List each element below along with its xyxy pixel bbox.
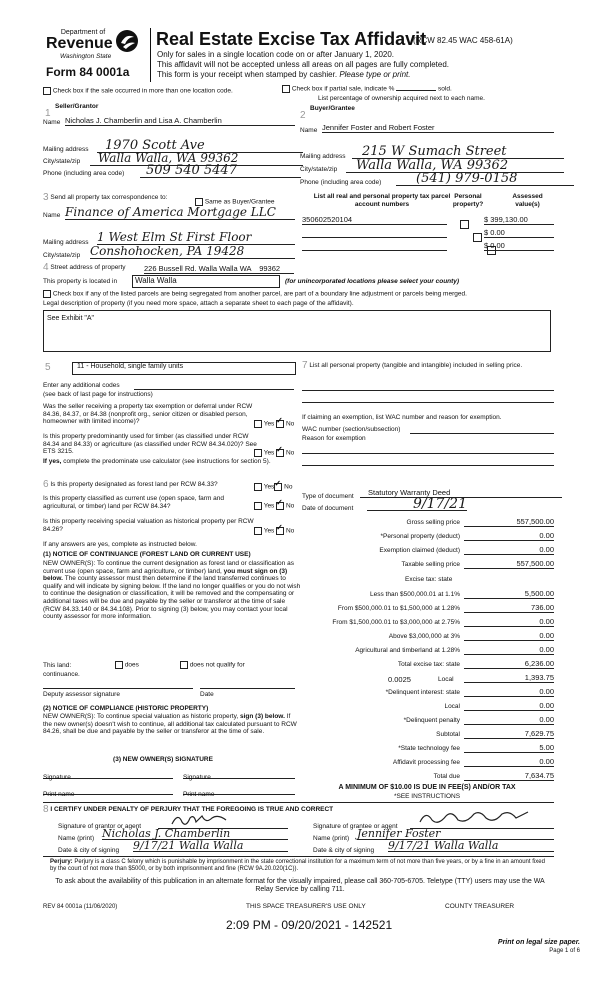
exemption-question: Was the seller receiving a property tax exemption or deferral under RCW 84.36, 84.37, or 84.38 (nonprofit org., senior citizen or disabled person, homeowner with limited income)?	[43, 403, 253, 426]
boundary-checkbox[interactable]	[43, 290, 51, 298]
treasurer-use-only: THIS SPACE TREASURER'S USE ONLY	[246, 903, 366, 910]
forest-question: 6 Is this property designated as forest land per RCW 84.33?	[43, 479, 218, 490]
total-state-label: Total excise tax: state	[397, 661, 460, 668]
total-due-label: Total due	[433, 773, 460, 780]
bracket-3-label: From $1,500,000.01 to $3,000,000 at 2.75%	[332, 619, 460, 626]
timber-question: Is this property predominantly used for timber (as classified under RCW 84.34 and 84.33) or agriculture (as classified under RCW 84.34.020)? See ETS 3215.	[43, 433, 257, 456]
grantee-date-label: Date & city of signing	[313, 847, 375, 854]
forest-answer: Yes✓ No	[254, 483, 292, 491]
exemption-deduct-label: Exemption claimed (deduct)	[379, 547, 460, 554]
buyer-phone-label: Phone (including area code)	[300, 179, 382, 186]
any-yes-note: If any answers are yes, complete as instructed below.	[43, 541, 197, 548]
signature-label-1: Signature	[43, 774, 71, 781]
parcel-account-1[interactable]: 350602520104	[302, 215, 447, 225]
current-use-answer: Yes ✓ No	[254, 502, 294, 510]
print-name-label-2: Print name	[183, 791, 215, 798]
corr-name-field[interactable]: Finance of America Mortgage LLC	[65, 205, 295, 220]
land-use-select[interactable]: 11 - Household, single family units	[72, 362, 296, 375]
gross-price-label: Gross selling price	[406, 519, 460, 526]
current-use-question: Is this property classified as current use (open space, farm and agricultural, or timber) land per RCW 84.34?	[43, 495, 225, 510]
seller-city-label: City/state/zip	[43, 158, 81, 165]
personal-property-label: 7 List all personal property (tangible and intangible) included in selling price.	[302, 360, 523, 371]
form-number: Form 84 0001a	[46, 65, 130, 79]
processing-fee-value[interactable]: 0.00	[464, 757, 554, 767]
historic-question: Is this property receiving special valuation as historical property per RCW 84.26?	[43, 518, 254, 533]
perjury-top-rule	[43, 856, 554, 857]
seller-mailing-field[interactable]: 1970 Scott Ave	[97, 138, 303, 153]
exemption-deduct-value[interactable]: 0.00	[464, 545, 554, 555]
exemption-answer: Yes ✓ No	[254, 420, 294, 428]
local-value[interactable]: 1,393.75	[464, 673, 554, 683]
legal-description-box[interactable]: See Exhibit "A"	[43, 310, 551, 352]
seller-name-field[interactable]: Nicholas J. Chamberlin and Lisa A. Chamberlin	[65, 116, 295, 126]
local-rate: 0.0025	[388, 675, 411, 684]
boundary-row: Check box if any of the listed parcels are being segregated from another parcel, are part of a boundary line adjustment or parcels being merged.	[43, 290, 467, 298]
exemption-no-checkbox[interactable]	[276, 420, 284, 428]
section-5-number: 5	[45, 362, 51, 373]
dept-line3: Washington State	[60, 53, 112, 60]
unincorporated-note: (for unincorporated locations please select your county)	[285, 278, 460, 285]
timber-no-checkbox[interactable]	[276, 449, 284, 457]
bracket-4-value[interactable]: 0.00	[464, 631, 554, 641]
buyer-city-label: City/state/zip	[300, 166, 338, 173]
print-name-label-1: Print name	[43, 791, 75, 798]
exemption-claim-label: If claiming an exemption, list WAC number and reason for exemption.	[302, 414, 502, 421]
parcels-header-assessed: Assessed value(s)	[512, 193, 543, 208]
historic-no-checkbox[interactable]	[276, 527, 284, 535]
section-2-heading: 2 $^{Buyer/Grantee}$	[300, 105, 355, 121]
property-zip: 99362	[259, 264, 281, 273]
bracket-1-label: Less than $500,000.01 at 1.1%	[370, 591, 460, 598]
bracket-4-label: Above $3,000,000 at 3%	[388, 633, 460, 640]
this-land-label: This land: continuance.	[43, 662, 80, 678]
local-label: Local	[438, 676, 454, 683]
bracket-3-value[interactable]: 0.00	[464, 617, 554, 627]
current-use-no-checkbox[interactable]	[276, 502, 284, 510]
parcel-value-3[interactable]: $ 0.00	[484, 241, 554, 251]
personal-deduct-label: *Personal property (deduct)	[380, 533, 460, 540]
buyer-name-field[interactable]: Jennifer Foster and Robert Foster	[322, 123, 554, 133]
seller-name-label: Name	[43, 119, 61, 126]
bracket-1-value[interactable]: 5,500.00	[464, 589, 554, 599]
does-not-option: does not qualify for	[180, 661, 245, 669]
county-treasurer: COUNTY TREASURER	[445, 903, 515, 910]
revenue-logo	[38, 25, 148, 85]
page-number: Page 1 of 6	[549, 948, 580, 954]
deputy-date-line[interactable]	[200, 680, 295, 689]
corr-name-label: Name	[43, 212, 61, 219]
buyer-mailing-label: Mailing address	[300, 153, 346, 160]
legal-label: Legal description of property (if you need more space, attach a separate sheet to each page of the affidavit).	[43, 300, 354, 307]
parcel-value-1[interactable]: $ 399,130.00	[484, 215, 554, 225]
corr-city-field[interactable]: Conshohocken, PA 19428	[90, 244, 295, 259]
grantor-signature-label: Signature of grantor or agent	[58, 823, 142, 830]
grantee-signature-label: Signature of grantee or agent	[313, 823, 398, 830]
taxable-price-value[interactable]: 557,500.00	[464, 559, 554, 569]
legal-size-note: Print on legal size paper.	[497, 939, 580, 946]
buyer-name-label: Name	[300, 127, 318, 134]
notice-compliance-body: NEW OWNER(S): To continue special valuation as historic property, sign (3) below. If the new owner(s) doesn't wish to continue, all additional tax calculated pursuant to RCW 84.26, shall be due and payable by the seller or transferor at the time of sale.	[43, 713, 297, 736]
corr-mailing-field[interactable]: 1 West Elm St First Floor	[97, 230, 295, 245]
grantee-date-field[interactable]: 9/17/21 Walla Walla	[388, 839, 554, 852]
doc-date-field[interactable]: 9/17/21	[367, 496, 467, 511]
parcel-account-2[interactable]	[302, 228, 447, 238]
section-4-heading: 4 Street address of property	[43, 262, 126, 273]
taxable-price-label: Taxable selling price	[401, 561, 460, 568]
bracket-2-value[interactable]: 736.00	[464, 603, 554, 613]
form-title: Real Estate Excise Tax Affidavit	[156, 29, 427, 49]
grantor-date-label: Date & city of signing	[58, 847, 120, 854]
grantee-name-field[interactable]: Jennifer Foster	[357, 827, 554, 840]
partial-percent-field[interactable]	[396, 90, 436, 91]
total-state-value[interactable]: 6,236.00	[464, 659, 554, 669]
parcels-header-accounts: List all real and personal property tax parcel account numbers	[313, 193, 451, 208]
notice-continuance-body: NEW OWNER(S): To continue the current designation as forest land or classification as current use (open space, farm and agriculture, or timber) land, you must sign on (3) below. The county assessor must then determine if the land transferred continues to qualify and will indicate by signing below. If the land no longer qualifies or you do not wish to continue the designation or classification, it will be removed and the compensating or additional taxes will be due and payable by the seller or transferor at the time of sale (RCW 84.33.140 or 84.34.108). Prior to signing (3) below, you may contact your local county assessor for more information.	[43, 560, 301, 621]
property-street: 226 Bussell Rd. Walla Walla WA	[144, 264, 252, 273]
notice-continuance-title: (1) NOTICE OF CONTINUANCE (FOREST LAND OR CURRENT USE)	[43, 551, 251, 558]
processing-fee-label: Affidavit processing fee	[392, 759, 460, 766]
wac-number-label: WAC number (section/subsection)	[302, 426, 401, 433]
revenue-swirl-icon	[114, 29, 140, 53]
delinquent-local-label: Local	[444, 703, 460, 710]
form-rcw: (RCW 82.45 WAC 458-61A)	[413, 36, 513, 45]
exemption-yes-checkbox[interactable]	[254, 420, 262, 428]
sub-line3: This form is your receipt when stamped by cashier. Please type or print.	[157, 70, 411, 79]
seller-phone-field[interactable]: 509 540 5447	[140, 163, 301, 178]
personal-property-line-2[interactable]	[302, 398, 554, 403]
buyer-phone-field[interactable]: (541) 979-0158	[396, 171, 574, 186]
does-option: does	[115, 661, 139, 669]
cashier-stamp: 2:09 PM - 09/20/2021 - 142521	[226, 918, 393, 932]
forest-yes-checkbox[interactable]	[254, 483, 262, 491]
notice-compliance-title: (2) NOTICE OF COMPLIANCE (HISTORIC PROPERTY)	[43, 705, 209, 712]
additional-codes-label: Enter any additional codes	[43, 382, 120, 389]
grantor-date-field[interactable]: 9/17/21 Walla Walla	[133, 839, 288, 852]
seller-phone-label: Phone (including area code)	[43, 170, 125, 177]
alt-format-note: To ask about the availability of this publication in an alternate format for the visually impaired, please call 360-705-6705. Teletype (TTY) users may use the WA Relay Service by calling 711.	[55, 878, 545, 894]
additional-codes-field[interactable]	[134, 382, 294, 390]
parcels-header-personal: Personal property?	[452, 193, 484, 208]
grantee-name-label: Name (print)	[313, 835, 350, 842]
buyer-mailing-field[interactable]: 215 W Sumach Street	[352, 144, 564, 159]
grantor-name-field[interactable]: Nicholas J. Chamberlin	[102, 827, 288, 840]
certify-top-rule	[43, 802, 554, 803]
see-instructions-note: *SEE INSTRUCTIONS	[393, 793, 461, 800]
sub-line1: Only for sales in a single location code on or after January 1, 2020.	[157, 50, 395, 59]
personal-deduct-value[interactable]: 0.00	[464, 531, 554, 541]
wac-number-field[interactable]	[410, 426, 554, 434]
does-not-checkbox[interactable]	[180, 661, 188, 669]
located-label: This property is located in	[43, 278, 118, 285]
section-3-heading: 3 Send all property tax correspondence to:	[43, 192, 168, 203]
grantee-signature-scribble	[416, 808, 536, 828]
deputy-signature-line[interactable]	[43, 680, 193, 689]
buyer-city-field[interactable]: Walla Walla, WA 99362	[346, 158, 564, 173]
subtotal-label: Subtotal	[436, 731, 460, 738]
doc-date-label: Date of document	[302, 505, 354, 512]
exemption-reason-line-2[interactable]	[302, 461, 554, 466]
parcel-account-3[interactable]	[302, 241, 447, 251]
see-back-note: (see back of last page for instructions)	[43, 391, 153, 398]
personal-property-line-1[interactable]	[302, 386, 554, 391]
certify-heading: 8 I CERTIFY UNDER PENALTY OF PERJURY THAT THE FOREGOING IS TRUE AND CORRECT	[43, 804, 334, 815]
perjury-note: Perjury: Perjury is a class C felony which is punishable by imprisonment in the state correctional institution for a maximum term of not more than five years, or by a fine in an amount fixed by the court of not more than $5000, or by both imprisonment and fine (RCW 9A.20.020(1C)).	[50, 859, 545, 872]
revision-code: REV 84 0001a (11/06/2020)	[43, 904, 118, 910]
forest-no-checkbox[interactable]	[274, 483, 282, 491]
does-checkbox[interactable]	[115, 661, 123, 669]
corr-city-label: City/state/zip	[43, 252, 81, 259]
parcel-personal-checkbox-1[interactable]	[460, 220, 469, 229]
sub-line2: This affidavit will not be accepted unless all areas on all pages are fully completed.	[157, 60, 450, 69]
seller-city-field[interactable]: Walla Walla, WA 99362	[90, 151, 303, 166]
agricultural-label: Agricultural and timberland at 1.28%	[355, 647, 460, 654]
header-divider	[150, 28, 151, 82]
property-street-field[interactable]	[144, 264, 294, 274]
historic-answer: Yes ✓ No	[254, 527, 294, 535]
multi-location-row: Check box if the sale occurred in more than one location code.	[43, 87, 233, 95]
delinquent-interest-label: *Delinquent interest: state	[385, 689, 460, 696]
section-1-heading: 1 $^{Seller/Grantor}$	[45, 103, 99, 119]
doc-type-label: Type of document	[302, 493, 354, 500]
dept-line2: Revenue	[46, 35, 113, 52]
technology-fee-value[interactable]: 5.00	[464, 743, 554, 753]
timber-if-yes: If yes, complete the predominate use calculator (see instructions for section 5).	[43, 458, 271, 465]
delinquent-interest-value[interactable]: 0.00	[464, 687, 554, 697]
deputy-signature-label: Deputy assessor signature	[43, 691, 120, 698]
delinquent-penalty-value[interactable]: 0.00	[464, 715, 554, 725]
minimum-due-note: A MINIMUM OF $10.00 IS DUE IN FEE(S) AND/OR TAX	[338, 784, 516, 791]
exemption-reason-label: Reason for exemption	[302, 435, 366, 442]
deputy-date-label: Date	[200, 691, 214, 698]
bracket-2-label: From $500,000.01 to $1,500,000 at 1.28%	[337, 605, 460, 612]
current-use-yes-checkbox[interactable]	[254, 502, 262, 510]
agricultural-value[interactable]: 0.00	[464, 645, 554, 655]
timber-yes-checkbox[interactable]	[254, 449, 262, 457]
partial-sale-row: Check box if partial sale, indicate % sold.	[282, 85, 452, 93]
grantor-name-label: Name (print)	[58, 835, 95, 842]
parcel-value-2[interactable]: $ 0.00	[484, 228, 554, 238]
total-due-value[interactable]: 7,634.75	[464, 771, 554, 781]
located-select[interactable]: Walla Walla	[132, 275, 280, 288]
parcel-personal-checkbox-2[interactable]	[473, 233, 482, 242]
signature-label-2: Signature	[183, 774, 211, 781]
technology-fee-label: *State technology fee	[398, 745, 460, 752]
new-owner-signature-title: (3) NEW OWNER(S) SIGNATURE	[113, 756, 213, 763]
partial-sale-checkbox[interactable]	[282, 85, 290, 93]
timber-answer: Yes ✓ No	[254, 449, 294, 457]
partial-list-note: List percentage of ownership acquired next to each name.	[318, 95, 485, 102]
subtotal-value[interactable]: 7,629.75	[464, 729, 554, 739]
delinquent-penalty-label: *Delinquent penalty	[403, 717, 460, 724]
dept-line1: Department of	[60, 29, 106, 36]
grantor-signature-scribble	[170, 812, 230, 828]
multi-location-checkbox[interactable]	[43, 87, 51, 95]
corr-mailing-label: Mailing address	[43, 239, 89, 246]
seller-mailing-label: Mailing address	[43, 146, 89, 153]
excise-state-label: Excise tax: state	[405, 576, 453, 583]
gross-price-value[interactable]: 557,500.00	[464, 517, 554, 527]
exemption-reason-line-1[interactable]	[302, 449, 554, 454]
same-as-buyer-row: Same as Buyer/Grantee	[195, 198, 275, 206]
doc-type-field[interactable]: Statutory Warranty Deed	[360, 488, 562, 498]
historic-yes-checkbox[interactable]	[254, 527, 262, 535]
delinquent-local-value[interactable]: 0.00	[464, 701, 554, 711]
